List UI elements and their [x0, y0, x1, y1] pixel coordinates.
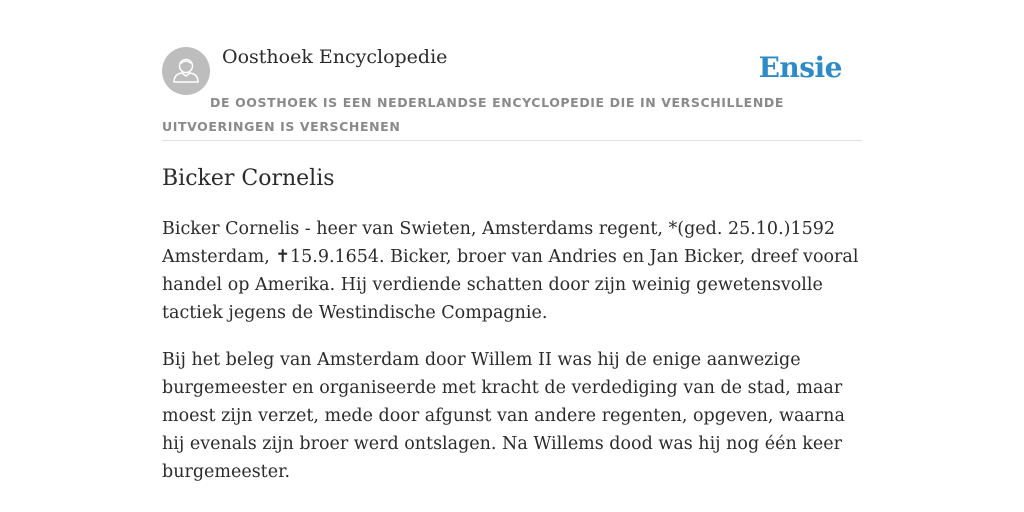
article — [162, 160, 862, 486]
article-paragraph: Bicker Cornelis - heer van Swieten, Amsterdams regent, *(ged. 25.10.)1592 Amsterdam, ✝15.9.1654. Bicker, broer van Andries en Jan Bicker, dreef vooral handel op Amerika. Hij verdiende schatten door zijn weinig gewetensvolle tactiek jegens de Westindische Compagnie. — [162, 219, 859, 323]
header — [162, 0, 862, 141]
source-description: DE OOSTHOEK IS EEN NEDERLANDSE ENCYCLOPEDIE DIE IN VERSCHILLENDE UITVOERINGEN IS VERSCHENEN — [162, 95, 784, 134]
user-icon — [162, 47, 210, 95]
article-title: Bicker Cornelis — [162, 166, 335, 191]
article-paragraph: Bij het beleg van Amsterdam door Willem II was hij de enige aanwezige burgemeester en organiseerde met kracht de verdediging van de stad, maar moest zijn verzet, mede door afgunst van andere regenten, opgeven, waarna hij evenals zijn broer werd ontslagen. Na Willems dood was hij nog één keer burgemeester. — [162, 350, 845, 482]
source-title[interactable]: Oosthoek Encyclopedie — [222, 46, 448, 68]
avatar[interactable] — [162, 47, 210, 95]
brand-logo[interactable]: Ensie — [758, 51, 842, 84]
